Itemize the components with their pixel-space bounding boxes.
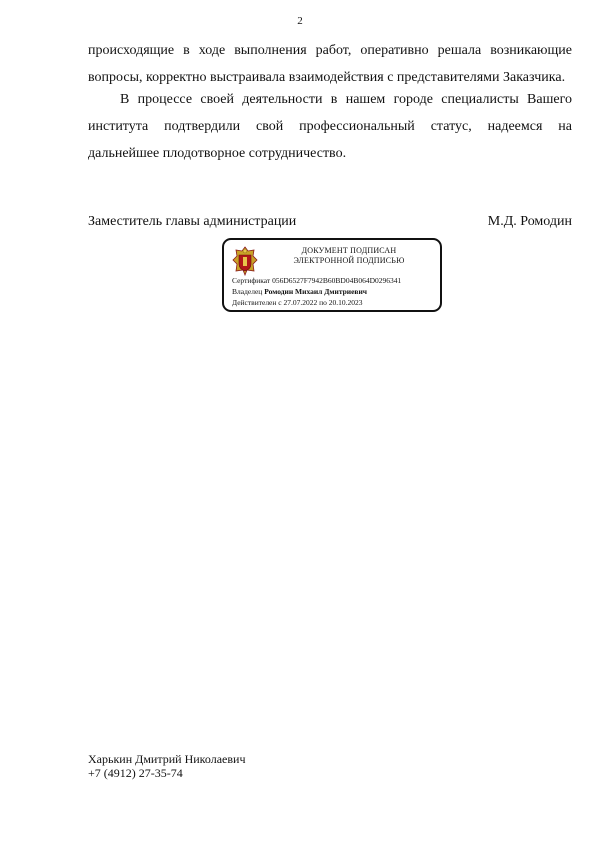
certificate-value: 056D6527F7942B60BD04B064D0296341 (272, 276, 402, 285)
stamp-title-line: ЭЛЕКТРОННОЙ ПОДПИСЬЮ (293, 256, 405, 265)
valid-to-label: по (319, 298, 327, 307)
owner-value: Ромодин Михаил Дмитриевич (264, 287, 368, 296)
valid-to: 20.10.2023 (328, 298, 363, 307)
page-number: 2 (297, 15, 303, 27)
owner-label: Владелец (232, 287, 263, 296)
stamp-validity (232, 298, 363, 307)
stamp-certificate (232, 276, 401, 285)
signer-position: Заместитель главы администрации (88, 214, 297, 229)
contact-phone: +7 (4912) 27-35-74 (88, 766, 183, 780)
contact-name: Харькин Дмитрий Николаевич (88, 752, 246, 766)
body-line: дальнейшее плодотворное сотрудничество. (88, 146, 347, 161)
body-line: вопросы, корректно выстраивала взаимодействия с представителями Заказчика. (88, 70, 566, 85)
electronic-signature-stamp (222, 238, 442, 312)
signature-row (88, 214, 572, 230)
body-line: института подтвердили свой профессиональный статус, надеемся на (88, 119, 572, 134)
stamp-title (264, 246, 434, 266)
signer-name: М.Д. Ромодин (487, 214, 572, 229)
certificate-label: Сертификат (232, 276, 271, 285)
stamp-owner (232, 287, 367, 296)
coat-of-arms-icon (232, 246, 258, 276)
body-line: В процессе своей деятельности в нашем городе специалисты Вашего (120, 92, 572, 107)
body-line: происходящие в ходе выполнения работ, оперативно решала возникающие (88, 43, 572, 58)
valid-from: 27.07.2022 (283, 298, 318, 307)
valid-label: Действителен с (232, 298, 282, 307)
stamp-title-line: ДОКУМЕНТ ПОДПИСАН (301, 246, 397, 255)
